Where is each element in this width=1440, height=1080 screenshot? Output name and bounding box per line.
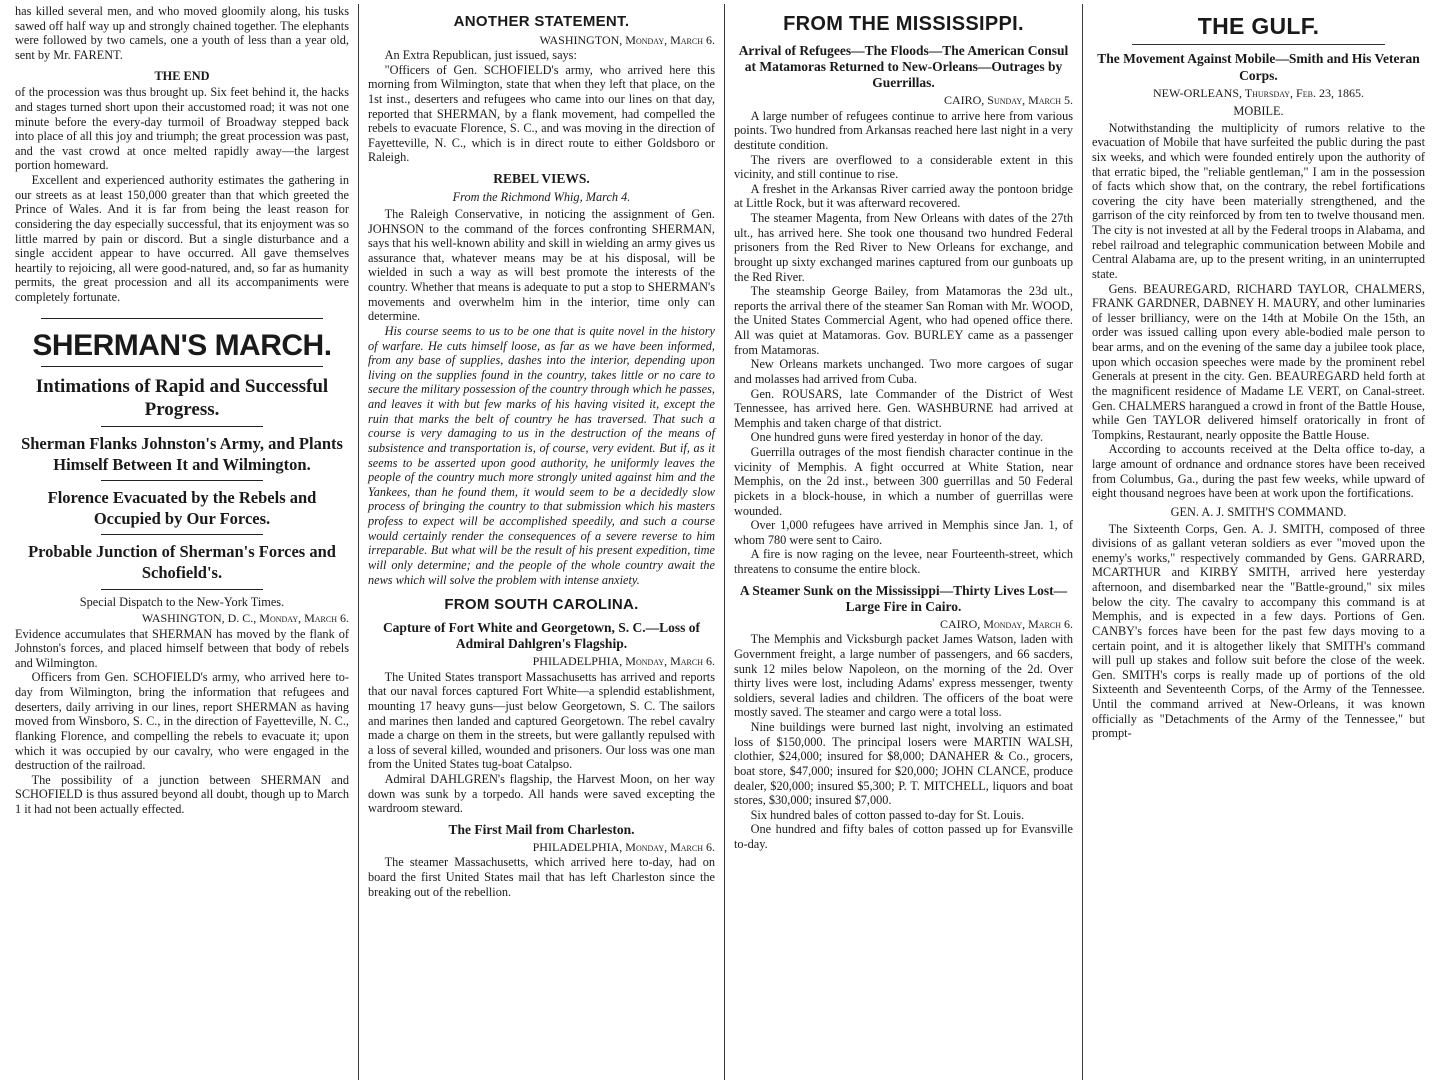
c3-p10: Over 1,000 refugees have arrived in Memphis since Jan. 1, of whom 780 were sent to Cairo. [734,518,1073,547]
c1-p2: Officers from Gen. SCHOFIELD's army, who arrived here to-day from Wilmington, bring the information that refugees and deserters, daily arriving in our lines, report SHERMAN as having moved from Winsboro, S. C., in the direction of Fayetteville, N. C., flanking Florence, and compelling the rebels to evacuate it; upon which it was occupied by our cavalry, who were engaged in the destruction of the railroad. [15,670,349,773]
headline-deck-3: Florence Evacuated by the Rebels and Occupied by Our Forces. [47,488,317,528]
mail-dateline: PHILADELPHIA, Monday, March 6. [532,840,715,855]
headline-rule-2 [101,426,263,427]
c2-p2: "Officers of Gen. SCHOFIELD's army, who arrived here this morning from Wilmington, state that when they left that place, on the 1st inst., deserters and refugees who came into our lines on that day, reported that SHERMAN, by a flank movement, had compelled the rebels to evacuate Florence, S. C., and was moving in the direction of Fayetteville, N. C., which is in direct route to either Goldsboro or Raleigh. [368,62,715,165]
section-smith-command: GEN. A. J. SMITH'S COMMAND. [1170,504,1347,519]
c3-q2: Nine buildings were burned last night, involving an estimated loss of $150,000. The principal losers were MARTIN WALSH, clothier, $24,000; insured for $8,000; DANAHER & Co., grocers, boat store, $47,000; insured for $20,000; JOHN CLANCE, produce dealer, $20,000; insured $5,300; P. T. MITCHELL, liquors and boat stores, $30,000; insured $7,000. [734,720,1073,808]
headline-shermans-march: SHERMAN'S MARCH. [32,328,332,362]
section-another-statement: ANOTHER STATEMENT. [453,13,630,30]
c3-p9: Guerrilla outrages of the most fiendish character continue in the vicinity of Memphis. A fight occurred at White Station, near Memphis, on the 2d inst., between 300 guerrillas and 50 Federal pickets in a block-house, in which a number of guerrillas were wounded. [734,445,1073,518]
c4-dateline: NEW-ORLEANS, Thursday, Feb. 23, 1865. [1153,85,1364,100]
c2-rv-p1: The Raleigh Conservative, in noticing the assignment of Gen. JOHNSON to the command of the forces confronting SHERMAN, says that his well-known ability and skill in wielding an army gives us assurance that, whatever means may be at his disposal, will be wielded in such a way as will best promote the interests of the country. Whether that means is adequate to put a stop to SHERMAN's movements and overwhelm him in the interior, time only can determine. [368,206,715,324]
c3-p7: Gen. ROUSARS, late Commander of the District of West Tennessee, has arrived here. Gen. WASHBURNE had arrived at Memphis and taken charge of that district. [734,386,1073,430]
the-end-head: THE END [154,68,210,83]
sc-subhead: Capture of Fort White and Georgetown, S. C.—Loss of Admiral Dahlgren's Flagship. [382,620,701,652]
c3-p6: New Orleans markets unchanged. Two more cargoes of sugar and molasses had arrived from Cuba. [734,357,1073,386]
headline-deck-1: Intimations of Rapid and Successful Progress. [35,375,329,420]
headline-rule-5 [101,589,263,590]
c4-p1: Notwithstanding the multiplicity of rumors relative to the evacuation of Mobile that have surfeited the public during the past six weeks, and which were founded entirely upon the authority of that erratic biped, the "reliable gentleman," I am in the possession of facts which show that, on the contrary, the rebel fortifications covering the city have been materially strengthened, and the garrison of the city reinforced by from ten to twelve thousand men. The city is not invested at all by the Federal troops in Alabama, and rebel railroad and telegraphic communication between Mobile and Central Alabama are, up to the present writing, in an uninterrupted state. [1092,120,1425,281]
c2-dateline-1: WASHINGTON, Monday, March 6. [539,32,715,47]
c1-p3: The possibility of a junction between SHERMAN and SCHOFIELD is thus assured beyond all doubt, though up to March 1 it had not been actually effected. [15,772,349,817]
c1-p1: Evidence accumulates that SHERMAN has moved by the flank of Johnston's forces, and placed himself between that body of rebels and Wilmington. [15,626,349,670]
dateline-washington: WASHINGTON, D. C., Monday, March 6. [141,611,349,626]
c2-rv-p2: His course seems to us to be one that is quite novel in the history of warfare. He cuts himself loose, as far as we have been informed, from any base of supplies, dashes into the interior, depending upon living on the supplies found in the country, takes little or no care to secure the military possession of the country through which he passes, and leaves it with but few marks of his having visited it, except the ruin that marks the belt of country he has traversed. That such a course is very damaging to us in the destruction of the means of subsistence and transportation is, of course, very evident. But if, as it seems to be asserted upon good authority, he uniformly leaves the people of the country much more strongly united against him and the Yankees, than he found them, it would seem to be a decidedly slow process of bringing the country to that submission which his masters profess to expect will be accomplished speedily, and such a course would certainly render the consequences of a severe reverse to him irreparable. But what will be the result of his present expedition, time will only determine; and the people of the whole country await the news which will solve the problem with intense anxiety. [368,323,715,587]
c2-p1: An Extra Republican, just issued, says: [384,48,577,63]
section-first-mail: The First Mail from Charleston. [448,821,635,837]
c3-p11: A fire is now raging on the levee, near Fourteenth-street, which threatens to consume the entire block. [734,547,1073,576]
c4-p3: According to accounts received at the Delta office to-day, a large amount of ordnance and ordnance stores have been received from Columbus, Ga., during the past few weeks, while upward of eight thousand negroes have been at work upon the fortifications. [1092,442,1425,501]
section-rebel-views: REBEL VIEWS. [493,171,590,187]
c3-q1: The Memphis and Vicksburgh packet James Watson, laden with Government freight, a large number of passengers, and 66 sacders, sunk 12 miles below Napoleon, on the morning of the 2d. Over thirty lives were lost, including Adams' express messenger, twenty soldiers, several ladies and children. The officers of the boat were mostly saved. The steamer and cargo were a total loss. [734,632,1073,720]
c3-dateline-1: CAIRO, Sunday, March 5. [943,93,1073,108]
c2-sc-p1: The United States transport Massachusetts has arrived and reports that our naval forces captured Fort White—a splendid establishment, mounting 17 heavy guns—just below Georgetown, S. C. The sailors and marines then landed and captured Georgetown. The rebel cavalry made a charge on them in the streets, but were gallantly repulsed with a loss of several killed, wounded and prisoners. Our loss was one man from the United States tug-boat Catalpso. [368,669,715,772]
headline-rule-3 [101,480,263,481]
section-the-gulf: THE GULF. [1197,13,1320,39]
headline-rule-top [41,318,323,319]
c3-p2: The rivers are overflowed to a considerable extent in this vicinity, and still continue to rise. [734,152,1073,182]
the-end-p2: Excellent and experienced authority estimates the gathering in our streets as at least 150,000 greater than that which greeted the Prince of Wales. And it is far from being the least reason for considering the day especially successful, that its enjoyment was so little marred by pain or discord. But a single disturbance and a single accident appear to have occurred. All gave themselves heartily to rejoicing, all were good-natured, and, so far as humanity permits, the great procession and all its accompaniments were completely fortunate. [15,173,349,304]
c4-p2: Gens. BEAUREGARD, RICHARD TAYLOR, CHALMERS, FRANK GARDNER, DABNEY H. MAURY, and other luminaries of lesser brilliancy, were on the 14th at Mobile On the 15th, an order was issued calling upon every able-bodied male person to bear arms, and on the evening of the same day a jubilee took place, upon which occasion speeches were made by the prominent rebel Generals at present in the city. Gen. BEAUREGARD held forth at the magnificent residence of Madame LE VERT, on Canal-street. Gen. CHALMERS harangued a crowd in front of the Battle House, while Gen TAYLOR delivered himself oratorically in front of Tompkins, Restaurant, nearly opposite the Battle House. [1092,281,1425,442]
c3-p3: A freshet in the Arkansas River carried away the pontoon bridge at Little Rock, but it was afterward recovered. [734,181,1073,211]
c2-mail-p1: The steamer Massachusetts, which arrived here to-day, had on board the first United States mail that has left Charleston since the breaking out of the rebellion. [368,855,715,899]
gulf-rule [1132,44,1385,45]
gulf-subhead: The Movement Against Mobile—Smith and His Veteran Corps. [1097,51,1420,83]
headline-rule-1 [41,366,323,367]
headline-rule-4 [101,534,263,535]
c3-p4: The steamer Magenta, from New Orleans with dates of the 27th ult., has arrived here. She took one thousand two hundred Federal prisoners from the Red River to New Orleans for exchange, and brought up sixty exchanged marines captured from our gunboats up the Red River. [734,211,1073,284]
headline-deck-4: Probable Junction of Sherman's Forces and Schofield's. [28,542,336,583]
the-end-p1: of the procession was thus brought up. Six feet behind it, the hacks and stages turned short upon their accustomed road; it was not one minute before the every-day turmoil of Broadway stepped back into place of all this joy and triumph; the great procession was past, and the vast crowd at once melted rapidly away—the largest portion homeward. [15,85,349,173]
c3-p5: The steamship George Bailey, from Matamoras the 23d ult., reports the arrival there of the steamer San Roman with Mr. WOOD, the United States Commercial Agent, who had opened office there. All was quiet at Matamoras. Gov. BURLEY came as a passenger from Matamoras. [734,284,1073,357]
mississippi-subhead: Arrival of Refugees—The Floods—The American Consul at Matamoras Returned to New-Orleans—Outrages by Guerrillas. [738,42,1069,91]
c3-q3: Six hundred bales of cotton passed to-day for St. Louis. [750,807,1025,822]
column-1 [6,4,358,1080]
section-from-the-mississippi: FROM THE MISSISSIPPI. [783,13,1024,35]
steamer-sunk-subhead: A Steamer Sunk on the Mississippi—Thirty Lives Lost—Large Fire in Cairo. [739,582,1068,614]
rebel-views-source: From the Richmond Whig, March 4. [452,190,631,205]
headline-deck-2: Sherman Flanks Johnston's Army, and Plants Himself Between It and Wilmington. [21,433,343,474]
c4-place-mobile: MOBILE. [1233,104,1284,118]
c3-p8: One hundred guns were fired yesterday in honor of the day. [750,430,1044,445]
special-dispatch-note: Special Dispatch to the New-York Times. [79,594,285,609]
lead-continued: has killed several men, and who moved gloomily along, his tusks sawed off half way up and strongly chained together. The elephants were followed by two camels, one a youth of less than a year old, sent by Mr. FARENT. [15,4,349,62]
section-from-south-carolina: FROM SOUTH CAROLINA. [444,596,639,614]
column-3 [724,4,1082,1080]
c3-p1: A large number of refugees continue to arrive here from various points. Two hundred from Arkansas reached here last night in a very destitute condition. [734,108,1073,152]
column-4 [1082,4,1434,1080]
sc-dateline: PHILADELPHIA, Monday, March 6. [532,654,715,669]
c3-q4: One hundred and fifty bales of cotton passed up for Evansville to-day. [734,822,1073,852]
c4-p4: The Sixteenth Corps, Gen. A. J. SMITH, composed of three divisions of as gallant veteran soldiers as ever "moved upon the enemy's works," respectively commanded by Gens. GARRARD, MCARTHUR and KIRBY SMITH, arrived here yesterday afternoon, and disembarked near the "Battle-ground," six miles below the city. The cavalry to accompany this command is at Memphis, and is expected in a few days. Portions of Gen. CANBY's forces have been for the past few days moving to a certain point, and it is altogether likely that SMITH's command will pull up stakes and follow suit before the close of the week. Gen. SMITH's corps is really made up of portions of the old Sixteenth and Seventeenth Corps, of the Army of the Tennessee. Until the command arrived at New-Orleans, it was known officially as "Detachments of the Army of the Tennessee," but prompt- [1092,521,1425,741]
column-2 [358,4,724,1080]
c3-dateline-2: CAIRO, Monday, March 6. [939,617,1073,631]
c2-sc-p2: Admiral DAHLGREN's flagship, the Harvest Moon, on her way down was sunk by a torpedo. All hands were saved excepting the wardroom steward. [368,772,715,816]
